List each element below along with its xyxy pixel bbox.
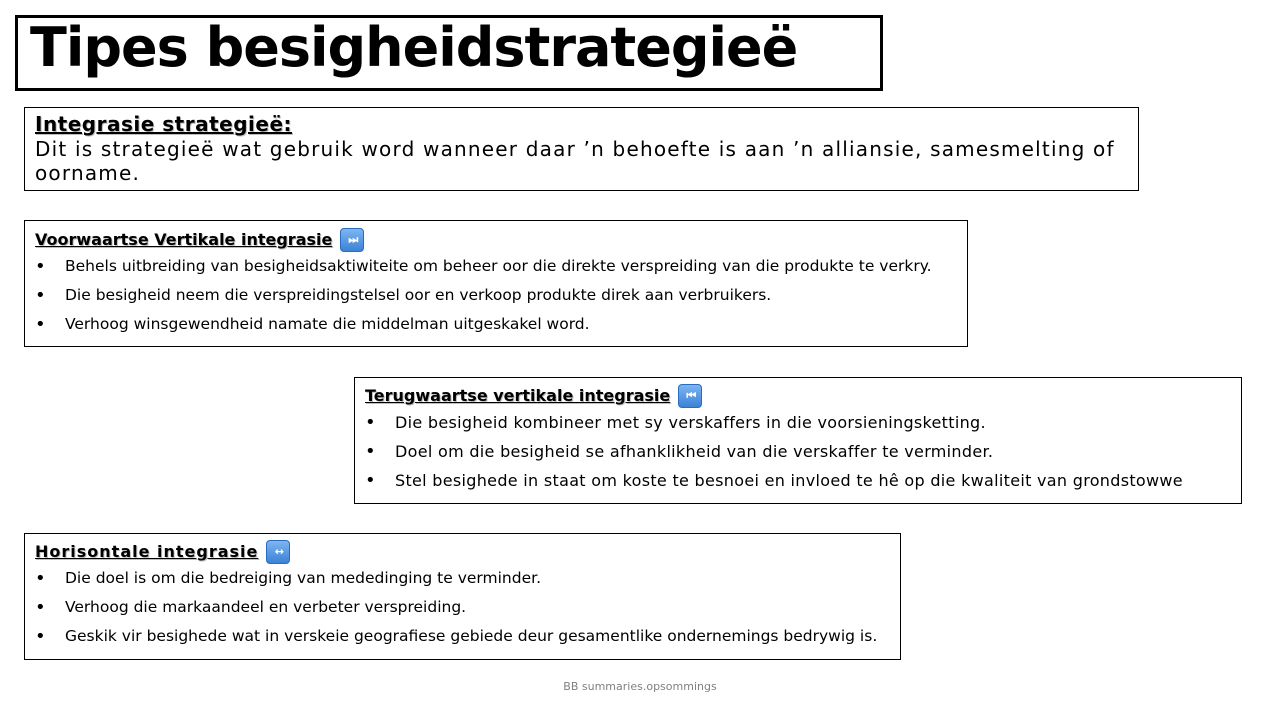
section-heading: Horisontale integrasie	[35, 542, 259, 561]
list-item: • Die besigheid neem die verspreidingstelsel oor en verkoop produkte direk aan verbruikers.	[35, 281, 957, 310]
fast-forward-icon: ⏭	[340, 228, 364, 252]
footer-credit: BB summaries.opsommings	[563, 680, 717, 693]
rewind-icon: ⏮	[678, 384, 702, 408]
section-heading: Voorwaartse Vertikale integrasie	[35, 230, 333, 249]
intro-heading: Integrasie strategieë:	[35, 112, 293, 136]
list-item: • Doel om die besigheid se afhanklikheid van die verskaffer te verminder.	[365, 437, 1231, 466]
bullet-list	[35, 564, 890, 651]
bullet-list	[35, 252, 957, 339]
list-item: • Die besigheid kombineer met sy verskaffers in die voorsieningsketting.	[365, 408, 1231, 437]
title-box	[15, 15, 883, 91]
list-item: • Verhoog winsgewendheid namate die middelman uitgeskakel word.	[35, 310, 957, 339]
section-heading-row	[35, 228, 957, 252]
list-item: • Verhoog die markaandeel en verbeter verspreiding.	[35, 593, 890, 622]
forward-vertical-integration-box	[24, 220, 968, 347]
page-title: Tipes besigheidstrategieë	[30, 16, 798, 79]
intro-description: Dit is strategieë wat gebruik word wanneer daar ’n behoefte is aan ’n alliansie, samesmelting of oorname.	[35, 137, 1115, 185]
left-right-arrow-icon: ↔	[266, 540, 290, 564]
list-item: • Die doel is om die bedreiging van mededinging te verminder.	[35, 564, 890, 593]
list-item: • Behels uitbreiding van besigheidsaktiwiteite om beheer oor die direkte verspreiding van die produkte te verkry.	[35, 252, 957, 281]
integration-intro-box	[24, 107, 1139, 191]
bullet-list	[365, 408, 1231, 495]
backward-vertical-integration-box	[354, 377, 1242, 504]
list-item: • Geskik vir besighede wat in verskeie geografiese gebiede deur gesamentlike ondernemings bedrywig is.	[35, 622, 890, 651]
section-heading-row	[365, 384, 1231, 408]
horizontal-integration-box	[24, 533, 901, 660]
list-item: • Stel besighede in staat om koste te besnoei en invloed te hê op die kwaliteit van grondstowwe	[365, 466, 1231, 495]
section-heading-row	[35, 540, 890, 564]
section-heading: Terugwaartse vertikale integrasie	[365, 386, 671, 405]
